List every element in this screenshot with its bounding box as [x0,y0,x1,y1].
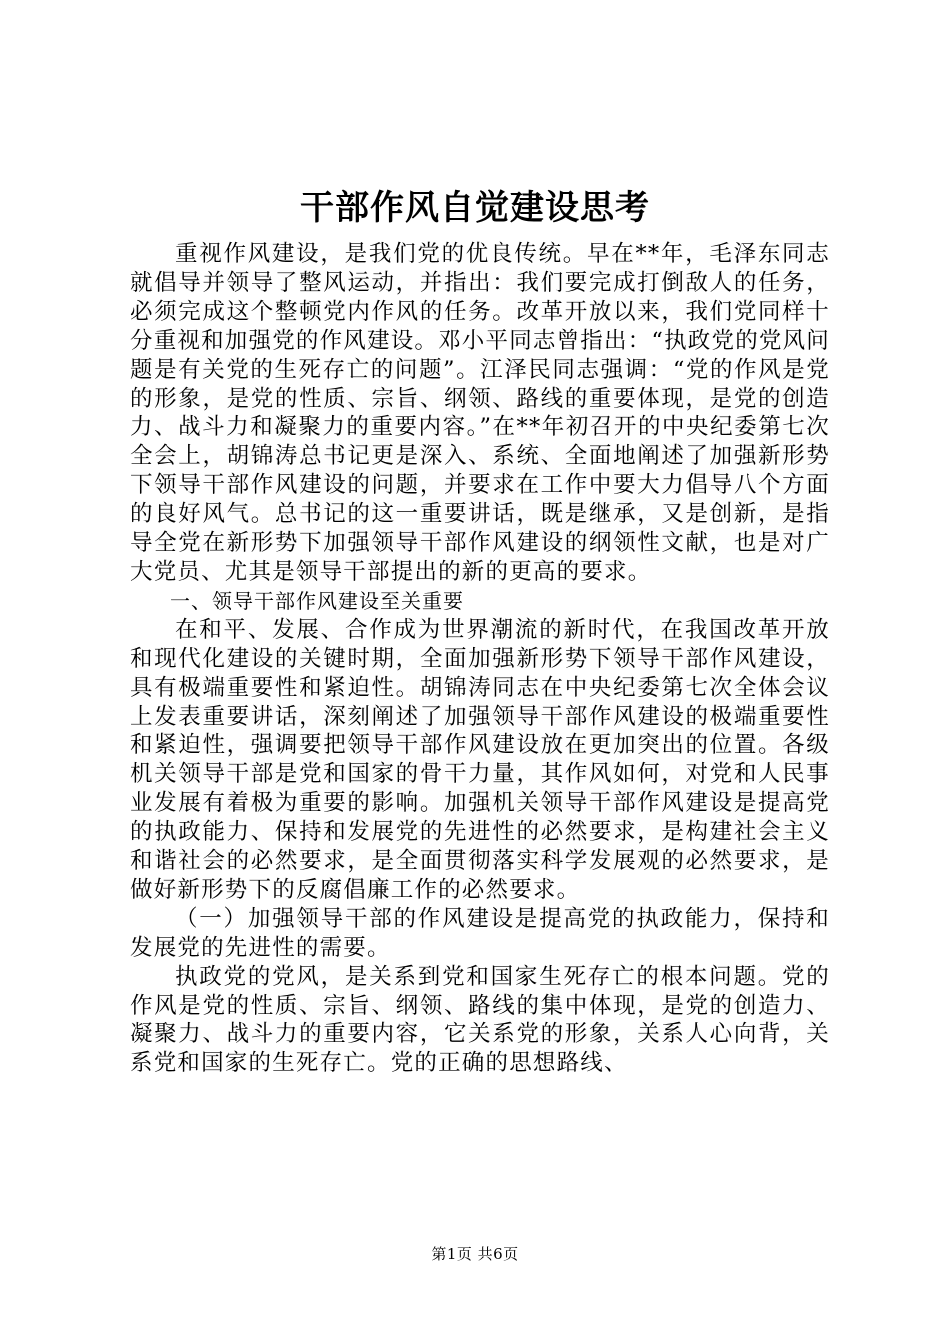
paragraph-subsection-1: 执政党的党风，是关系到党和国家生死存亡的根本问题。党的作风是党的性质、宗旨、纲领、路线的集中体现，是党的创造力、凝聚力、战斗力的重要内容，它关系党的形象，关系人心向背，关系党和国家的生死存亡。党的正确的思想路线、 [130,963,830,1077]
subsection-heading-1: （一）加强领导干部的作风建设是提高党的执政能力，保持和发展党的先进性的需要。 [130,905,830,961]
page-footer: 第1页 共6页 [431,1245,519,1263]
paragraph-section-1: 在和平、发展、合作成为世界潮流的新时代，在我国改革开放和现代化建设的关键时期，全面加强新形势下领导干部作风建设，具有极端重要性和紧迫性。胡锦涛同志在中央纪委第七次全体会议上发表重要讲话，深刻阐述了加强领导干部作风建设的极端重要性和紧迫性，强调要把领导干部作风建设放在更加突出的位置。各级机关领导干部是党和国家的骨干力量，其作风如何，对党和人民事业发展有着极为重要的影响。加强机关领导干部作风建设是提高党的执政能力、保持和发展党的先进性的必然要求，是构建社会主义和谐社会的必然要求，是全面贯彻落实科学发展观的必然要求，是做好新形势下的反腐倡廉工作的必然要求。 [130,616,830,903]
paragraph-intro: 重视作风建设，是我们党的优良传统。早在**年，毛泽东同志就倡导并领导了整风运动，并指出：我们要完成打倒敌人的任务，必须完成这个整顿党内作风的任务。改革开放以来，我们党同样十分重视和加强党的作风建设。邓小平同志曾指出：“执政党的党风问题是有关党的生死存亡的问题”。江泽民同志强调：“党的作风是党的形象，是党的性质、宗旨、纲领、路线的重要体现，是党的创造力、战斗力和凝聚力的重要内容。”在**年初召开的中央纪委第七次全会上，胡锦涛总书记更是深入、系统、全面地阐述了加强新形势下领导干部作风建设的问题，并要求在工作中要大力倡导八个方面的良好风气。总书记的这一重要讲话，既是继承，又是创新，是指导全党在新形势下加强领导干部作风建设的纲领性文献，也是对广大党员、尤其是领导干部提出的新的更高的要求。 [130,241,831,585]
document-title: 干部作风自觉建设思考 [300,188,650,228]
document-body [130,240,830,1078]
section-heading-1: 一、领导干部作风建设至关重要 [170,588,464,613]
